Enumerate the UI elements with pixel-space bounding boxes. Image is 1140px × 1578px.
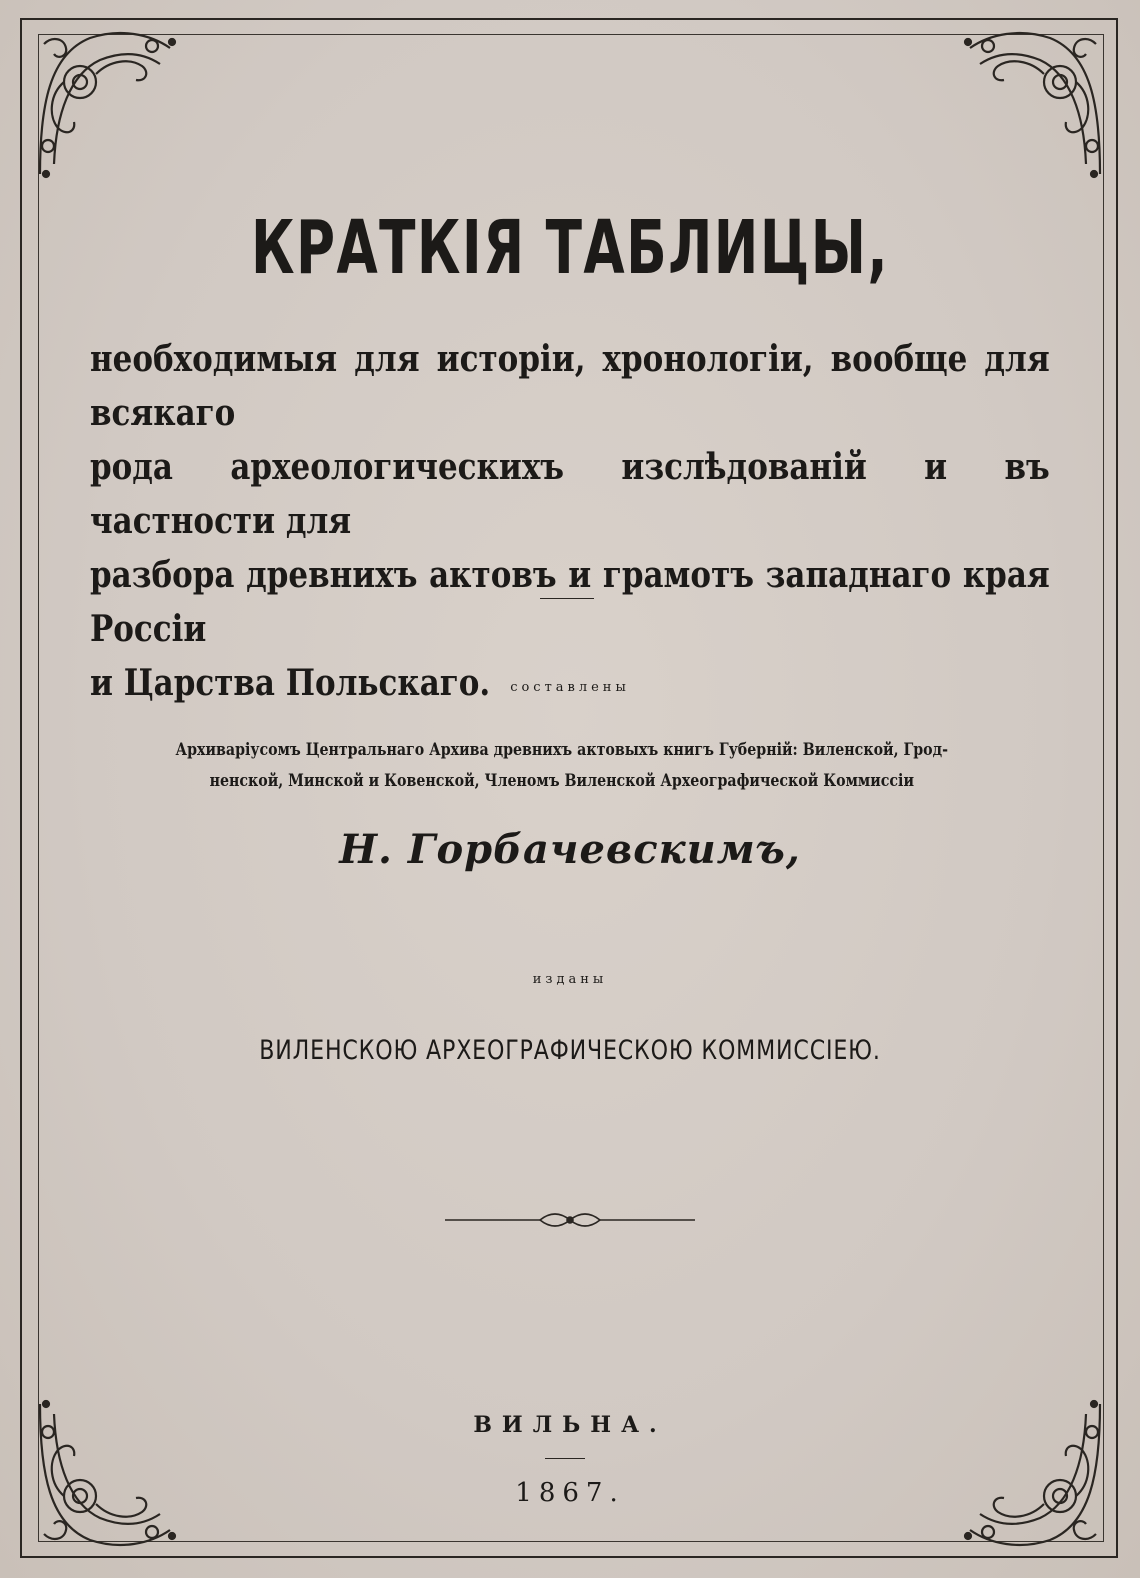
subtitle [90,332,1050,710]
compilers-text [90,735,1034,797]
compilers-line: Архиваріусомъ Центральнаго Архива древнихъ актовыхъ книгъ Губерній: Виленской, Грод- [175,740,949,760]
compiled-label: составлены [510,680,630,695]
author-name: Н. Горбачевскимъ, [339,826,801,873]
main-title: КРАТКІЯ ТАБЛИЦЫ, [250,205,890,291]
divider [545,1458,585,1459]
publisher: ВИЛЕНСКОЮ АРХЕОГРАФИЧЕСКОЮ КОММИССІЕЮ. [259,1035,881,1066]
subtitle-line: разбора древнихъ актовъ и грамотъ западнаго края Россіи [90,554,1050,650]
subtitle-line: и Царства Польскаго. [90,662,491,704]
subtitle-line: необходимыя для исторіи, хронологіи, вообще для всякаго [90,338,1050,434]
divider [540,598,594,599]
corner-flourish-icon [960,24,1110,184]
city: ВИЛЬНА. [473,1412,667,1438]
year: 1867. [515,1478,625,1508]
subtitle-line: рода археологическихъ изслѣдованій и въ частности для [90,446,1050,542]
compilers-line: ненской, Минской и Ковенской, Членомъ Виленской Археографической Коммиссіи [209,771,914,791]
ornament-divider-icon [445,1208,695,1232]
published-label: изданы [532,972,608,987]
corner-flourish-icon [30,24,180,184]
